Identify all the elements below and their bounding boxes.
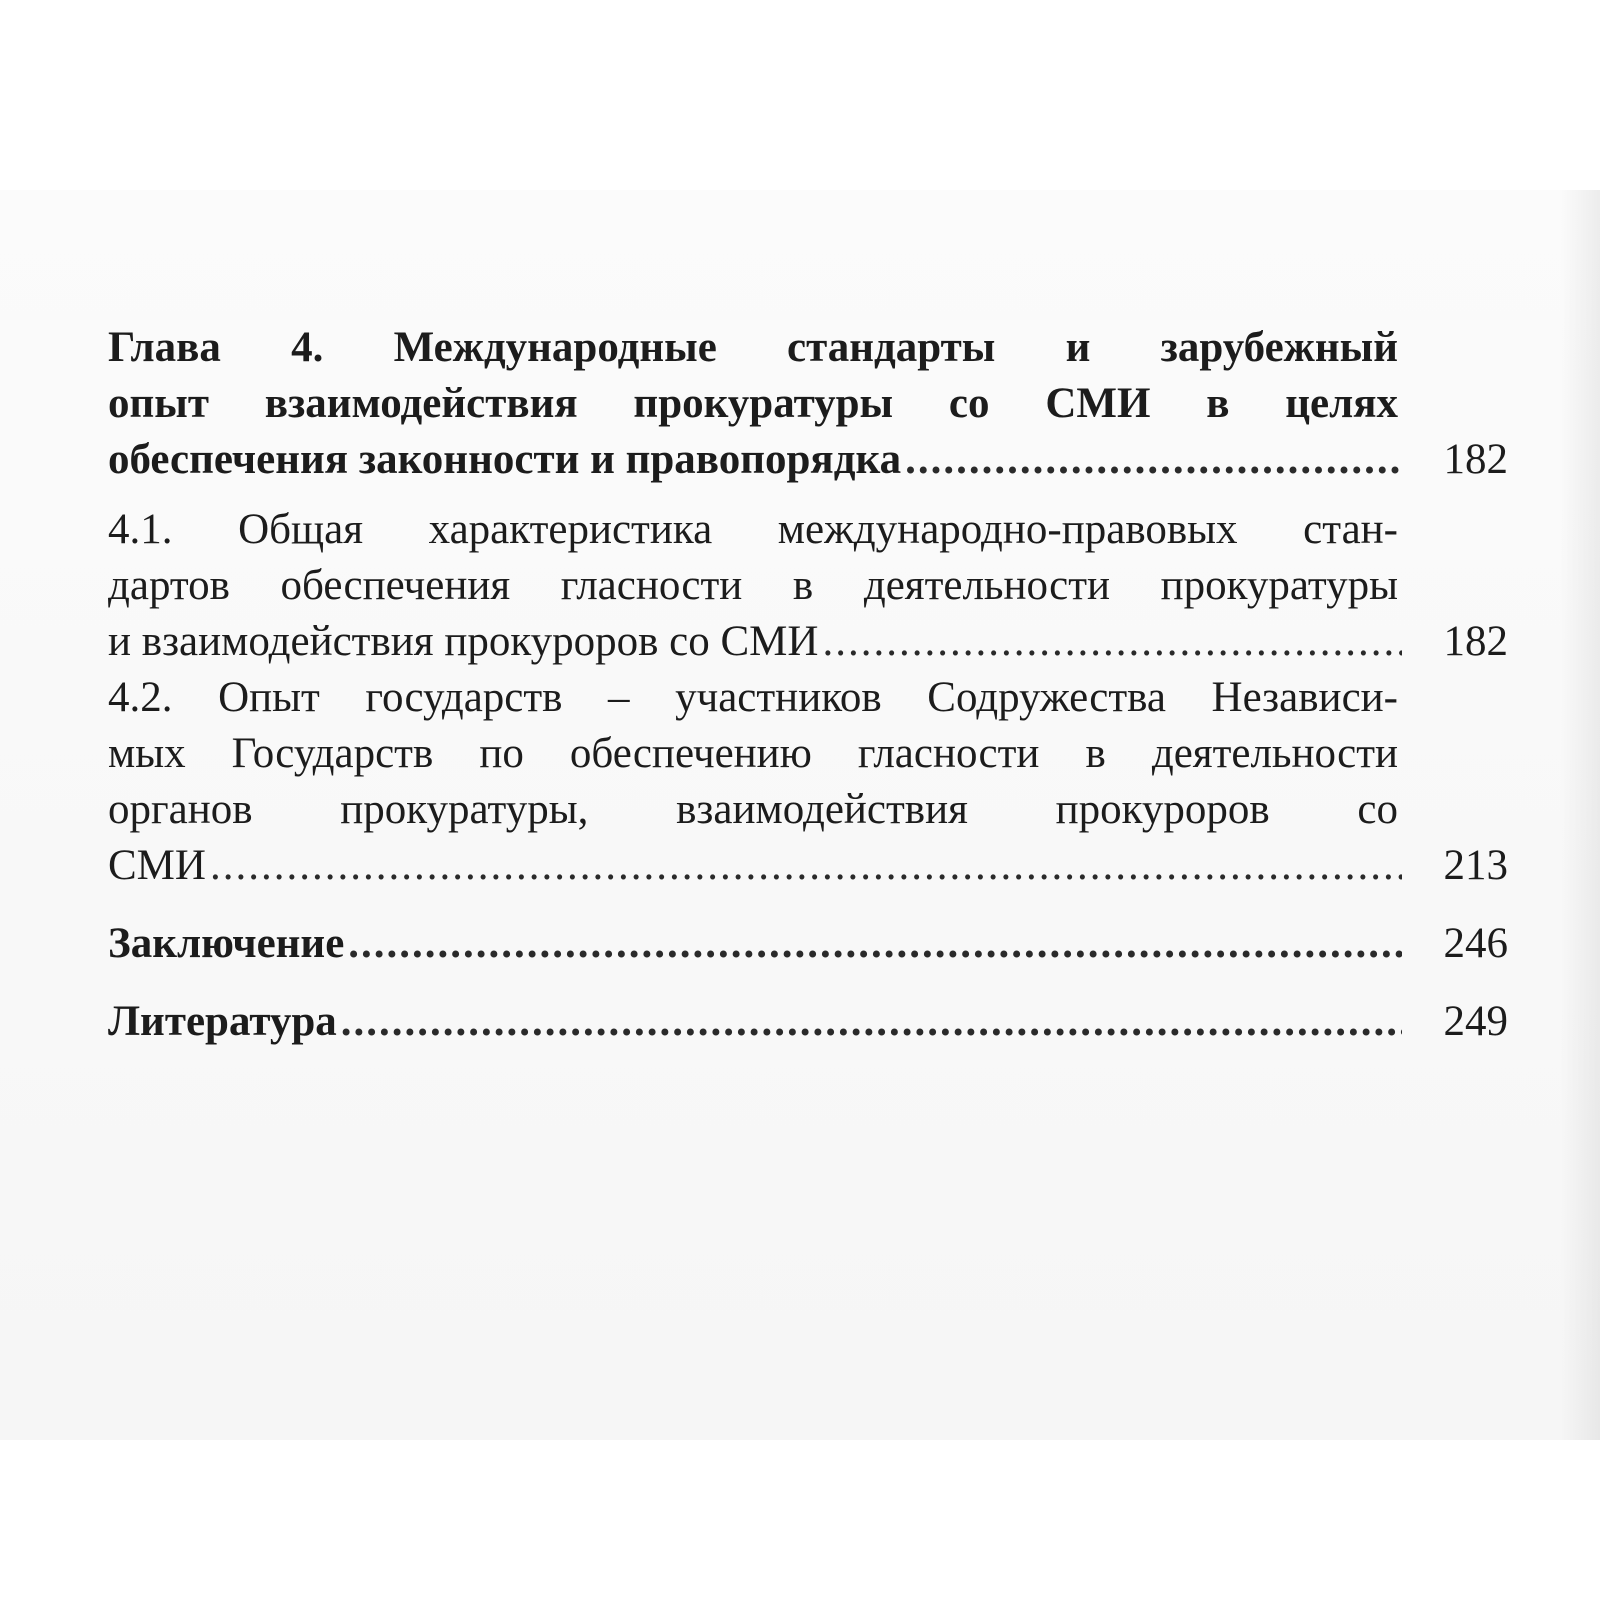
toc-entry-line: Глава 4. Международные стандарты и зарубежный (108, 324, 1398, 371)
toc-entry-text: Литература (108, 998, 337, 1045)
toc-entry-section-4-2[interactable] (108, 670, 1508, 894)
toc-entry-line: мых Государств по обеспечению гласности в деятельности (108, 730, 1398, 777)
dot-leader (822, 614, 1402, 670)
page-edge-shadow (1560, 190, 1600, 1440)
toc-entry-text: и взаимодействия прокуроров со СМИ (108, 618, 819, 665)
page-number: 246 (1443, 920, 1508, 967)
toc-entry-line: 4.1. Общая характеристика международно-правовых стан- (108, 506, 1398, 553)
dot-leader (905, 432, 1402, 488)
toc-entry-conclusion[interactable] (108, 916, 1508, 972)
page-number: 182 (1443, 618, 1508, 665)
dot-leader (348, 916, 1402, 972)
toc-entry-line: дартов обеспечения гласности в деятельности прокуратуры (108, 562, 1398, 609)
toc-entry-text: СМИ (108, 842, 206, 889)
dot-leader (210, 838, 1402, 894)
toc-entry-last-line (108, 838, 1508, 894)
toc-entry-last-line (108, 614, 1508, 670)
toc-entry-line: опыт взаимодействия прокуратуры со СМИ в целях (108, 380, 1398, 427)
toc-entry-line: органов прокуратуры, взаимодействия прокуроров со (108, 786, 1398, 833)
dot-leader (341, 994, 1402, 1050)
page-number: 182 (1443, 436, 1508, 483)
page-number: 213 (1443, 842, 1508, 889)
toc-entry-text: Заключение (108, 920, 345, 967)
toc-entry-section-4-1[interactable] (108, 502, 1508, 670)
toc-entry-chapter-4[interactable] (108, 320, 1508, 488)
toc-entry-last-line (108, 432, 1508, 488)
toc-entry-last-line (108, 994, 1508, 1050)
toc-entry-line: 4.2. Опыт государств – участников Содружества Независи- (108, 674, 1398, 721)
table-of-contents (108, 320, 1508, 1050)
toc-entry-literature[interactable] (108, 994, 1508, 1050)
page-number: 249 (1443, 998, 1508, 1045)
toc-entry-last-line (108, 916, 1508, 972)
toc-entry-text: обеспечения законности и правопорядка (108, 436, 902, 483)
